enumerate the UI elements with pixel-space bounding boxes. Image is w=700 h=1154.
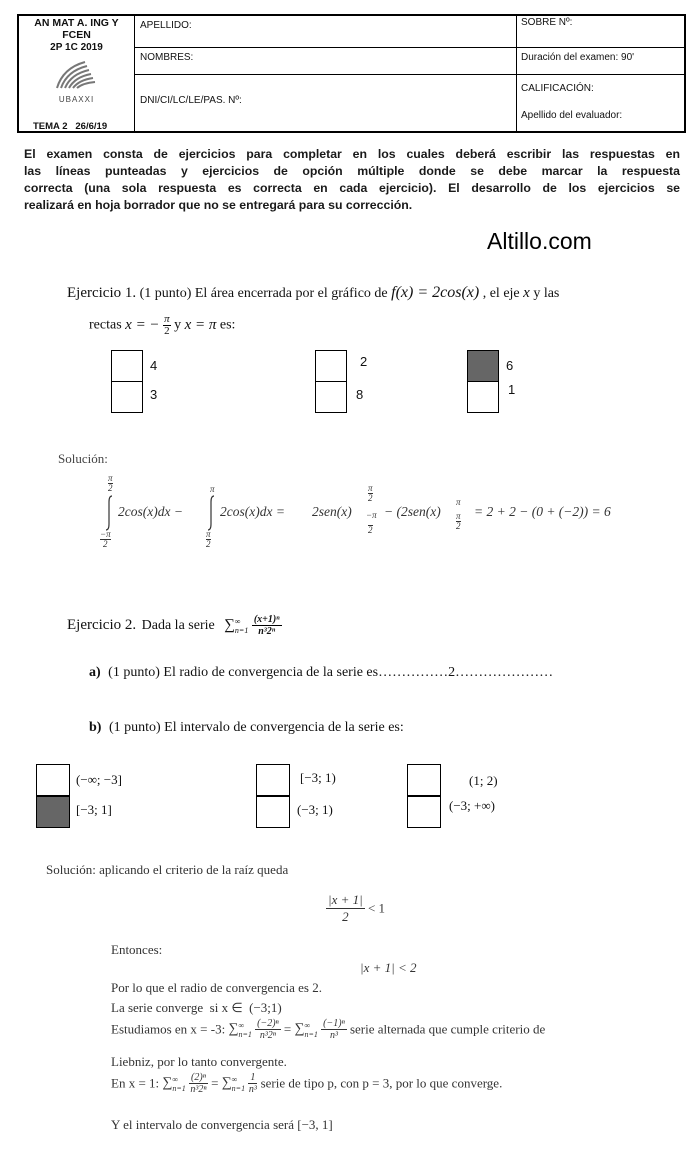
ej1-option-box-2[interactable] xyxy=(315,350,347,382)
ej2-option-box-5[interactable] xyxy=(407,764,441,796)
ej1-option-box-3[interactable] xyxy=(111,381,143,413)
nombres-field[interactable]: NOMBRES: xyxy=(140,52,194,63)
ej1-option-label: 8 xyxy=(356,387,364,402)
ej1-option-label: 6 xyxy=(506,358,514,373)
ej1-title: Ejercicio 1. xyxy=(67,285,137,301)
ej2-option-box-1[interactable] xyxy=(36,764,70,796)
ej2-part-a: a) (1 punto) El radio de convergencia de la serie es……………2………………… xyxy=(89,665,554,680)
sol2-entonces: Entonces: xyxy=(111,942,163,957)
ej2-option-label: [−3; 1) xyxy=(300,770,336,785)
apellido-field[interactable]: APELLIDO: xyxy=(140,20,192,31)
ubaxxi-logo-icon xyxy=(51,58,101,94)
ej1-option-box-8[interactable] xyxy=(315,381,347,413)
ej1-option-label: 2 xyxy=(360,354,368,369)
watermark: Altillo.com xyxy=(487,228,592,254)
course-faculty: FCEN xyxy=(62,29,91,41)
sol2-liebniz: Liebniz, por lo tanto convergente. xyxy=(111,1054,287,1069)
tema-date: TEMA 2 26/6/19 xyxy=(33,121,108,132)
ej1-statement: Ejercicio 1. (1 punto) El área encerrada por el gráfico de f(x) = 2cos(x) , el eje x y las xyxy=(67,284,560,301)
ej1-option-label: 3 xyxy=(150,387,158,402)
sol2-estudio-x-3: Estudiamos en x = -3: ∑ ∞ n=1 $\frac{\text{(−2)ⁿ}}{\text{n³2ⁿ}}$ = ∑ ∞ n=1 $\frac{\text{(−1)ⁿ}}{\text{n³}}$ serie alternada que cumple criterio de xyxy=(111,1018,546,1041)
ej1-solution-label: Solución: xyxy=(58,451,108,466)
sol2-final: Y el intervalo de convergencia será [−3, 1] xyxy=(111,1117,333,1132)
ej2-option-box-4[interactable] xyxy=(256,796,290,828)
logo-text: UBAXXI xyxy=(58,95,95,104)
ej2-part-b: b) (1 punto) El intervalo de convergencia de la serie es: xyxy=(89,720,404,735)
ej1-solution-formula: π 2 −π 2 2cos(x)dx − π π 2 2cos(x)dx = 2sen(x) π 2 −π 2 − (2sen(x) π π 2 = 2 + 2 − (0 + (−2)) = 6 xyxy=(100,473,611,549)
exam-period: 2P 1C 2019 xyxy=(50,42,103,53)
exam-header-table xyxy=(17,14,686,133)
calificacion-field[interactable]: CALIFICACIÓN: xyxy=(521,83,594,94)
ej2-option-box-6[interactable] xyxy=(407,796,441,828)
ej2-option-label: (1; 2) xyxy=(469,773,498,788)
ej2-option-label: (−∞; −3] xyxy=(76,772,122,787)
evaluador-field[interactable]: Apellido del evaluador: xyxy=(521,110,623,121)
course-name: AN MAT A. ING Y xyxy=(34,17,119,29)
sol2-converge: La serie converge si x ∈ (−3;1) xyxy=(111,1000,282,1015)
sol2-abs-inequality: |x + 1| < 2 xyxy=(360,960,417,975)
ej2-option-label: [−3; 1] xyxy=(76,802,112,817)
sobre-field[interactable]: SOBRE Nº: xyxy=(521,17,573,28)
sol2-radio: Por lo que el radio de convergencia es 2. xyxy=(111,980,322,995)
integral-sign-icon xyxy=(204,494,218,532)
ej1-option-box-4[interactable] xyxy=(111,350,143,382)
duracion-label: Duración del examen: 90' xyxy=(521,52,635,63)
ej1-option-label: 1 xyxy=(508,382,516,397)
sol2-estudio-x1: En x = 1: ∑ ∞ n=1 $\frac{\text{(2)ⁿ}}{\text{n³2ⁿ}}$ = ∑ ∞ n=1 $\frac{1}{\text{n³}}$ serie de tipo p, con p = 3, por lo que converge. xyxy=(111,1072,503,1095)
ej2-a-answer[interactable]: 2 xyxy=(448,665,456,680)
sol2-root-criterion: $\frac{|x + 1|}{2}$ < 1 xyxy=(328,892,386,924)
sol2-intro: Solución: aplicando el criterio de la raíz queda xyxy=(46,862,289,877)
ej2-option-box-3[interactable] xyxy=(256,764,290,796)
ej1-option-label: 4 xyxy=(150,358,158,373)
instructions: El examen consta de ejercicios para completar en los cuales deberá escribir las respuestas en las líneas punteadas y ejercicios de opción múltiple donde se debe marcar la respuesta correcta (una sola respuesta es correcta en cada ejercicio). El desarrollo de los ejercicios se realizará en hoja borrador que no se entregará para su corrección. xyxy=(24,147,680,212)
ej2-option-label: (−3; +∞) xyxy=(449,798,495,813)
ej1-option-box-6-selected[interactable] xyxy=(467,350,499,382)
ej2-statement: Ejercicio 2. Dada la serie ∑ ∞ n=1 $\frac{\text{(x+1)ⁿ}}{\text{n³2ⁿ}}$ xyxy=(67,614,280,637)
ej2-option-box-2-selected[interactable] xyxy=(36,796,70,828)
ej1-rectas: rectas x = − $\frac{\pi}{2}$ y x = π es: xyxy=(89,313,236,337)
ej2-option-label: (−3; 1) xyxy=(297,802,333,817)
ej1-option-box-1[interactable] xyxy=(467,381,499,413)
dni-field[interactable]: DNI/CI/LC/LE/PAS. Nº: xyxy=(140,95,242,106)
integral-sign-icon xyxy=(102,494,116,532)
